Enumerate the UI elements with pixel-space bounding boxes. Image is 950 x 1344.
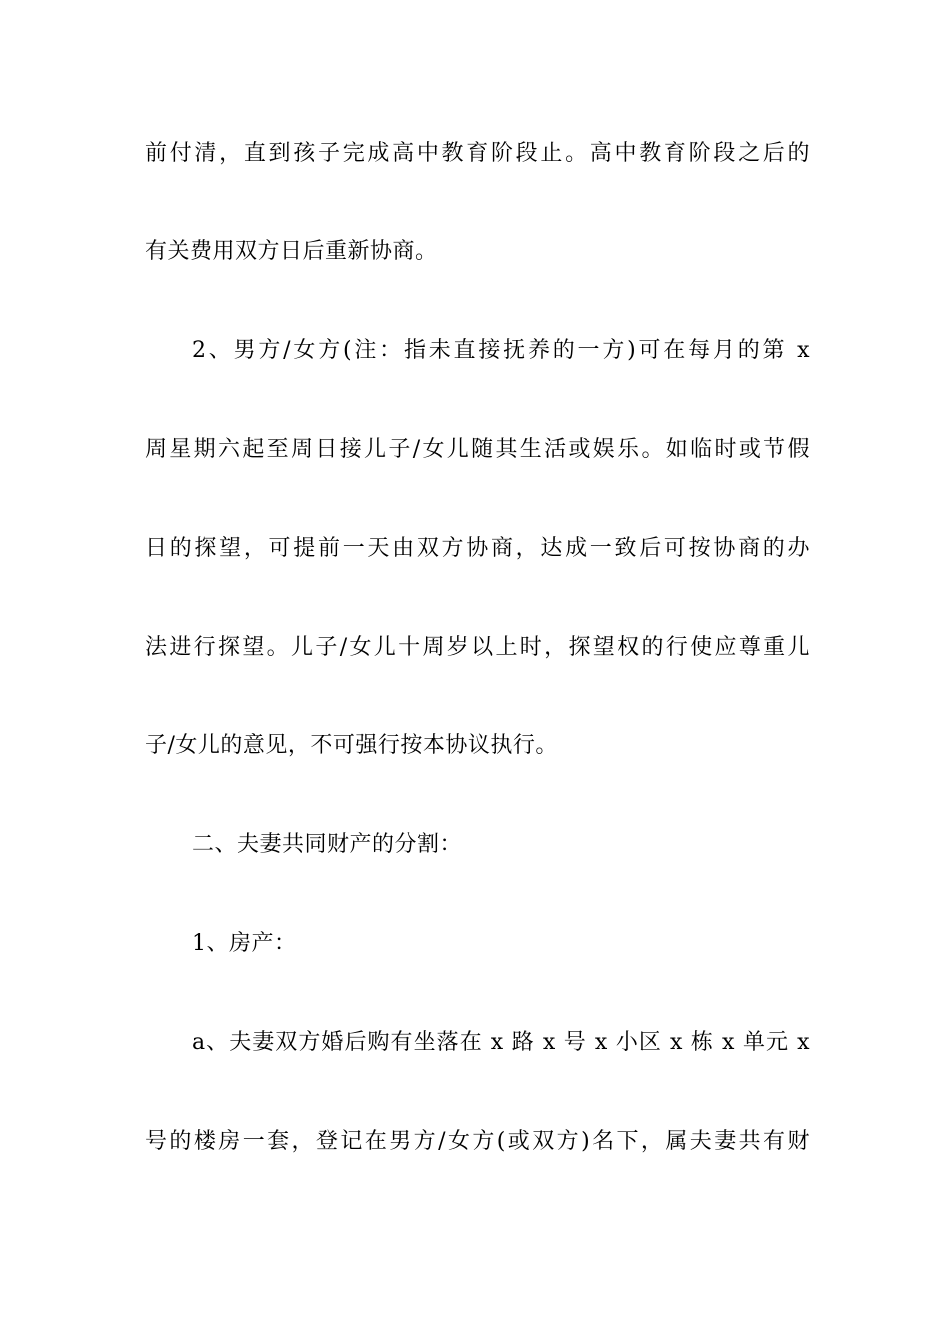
paragraph-line-4: 周星期六起至周日接儿子/女儿随其生活或娱乐。如临时或节假 — [145, 437, 810, 462]
section-heading: 二、夫妻共同财产的分割： — [192, 832, 463, 857]
paragraph-line-5: 日的探望，可提前一天由双方协商，达成一致后可按协商的办 — [145, 536, 810, 561]
paragraph-line-8: a、夫妻双方婚后购有坐落在 x 路 x 号 x 小区 x 栋 x 单元 x — [192, 1030, 810, 1055]
paragraph-line-2: 有关费用双方日后重新协商。 — [145, 239, 438, 264]
paragraph-line-9: 号的楼房一套，登记在男方/女方(或双方)名下，属夫妻共有财 — [145, 1129, 810, 1154]
paragraph-line-3: 2、男方/女方(注：指未直接抚养的一方)可在每月的第 x — [192, 338, 810, 363]
paragraph-line-7: 子/女儿的意见，不可强行按本协议执行。 — [145, 733, 558, 758]
subsection-heading: 1、房产： — [192, 931, 297, 956]
paragraph-line-1: 前付清，直到孩子完成高中教育阶段止。高中教育阶段之后的 — [145, 141, 810, 166]
paragraph-line-6: 法进行探望。儿子/女儿十周岁以上时，探望权的行使应尊重儿 — [145, 635, 810, 660]
